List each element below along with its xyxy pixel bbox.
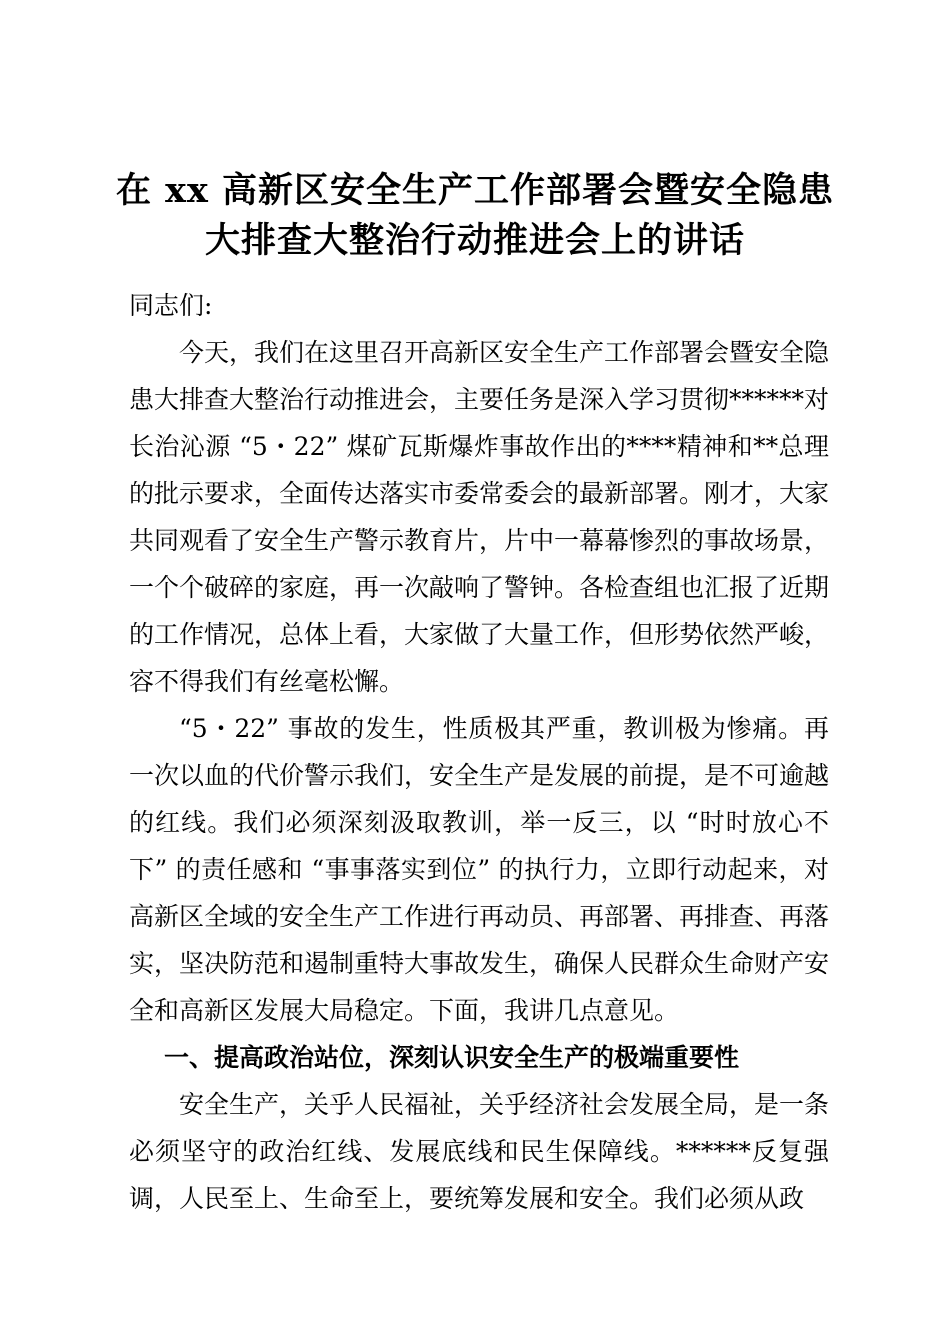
salutation: 同志们: <box>129 291 213 320</box>
title-line-1: 在 xx 高新区安全生产工作部署会暨安全隐患 <box>115 170 835 211</box>
paragraph-opening: 今天，我们在这里召开高新区安全生产工作部署会暨安全隐患大排查大整治行动推进会，主要任务是深入学习贯彻******对长治沁源 “5・22” 煤矿瓦斯爆炸事故作出的****精神和**总理的批示要求，全面传达落实市委常委会的最新部署。刚才，大家共同观看了安全生产警示教育片，片中一幕幕惨烈的事故场景，一个个破碎的家庭，再一次敲响了警钟。各检查组也汇报了近期的工作情况，总体上看，大家做了大量工作，但形势依然严峻，容不得我们有丝毫松懈。 <box>129 338 830 696</box>
document-title <box>110 166 840 266</box>
section-heading-1: 一、提高政治站位，深刻认识安全生产的极端重要性 <box>164 1043 740 1072</box>
document-body <box>129 282 829 1222</box>
paragraph-section-1: 安全生产，关乎人民福祉，关乎经济社会发展全局，是一条必须坚守的政治红线、发展底线和民生保障线。******反复强调，人民至上、生命至上，要统筹发展和安全。我们必须从政 <box>129 1090 830 1213</box>
paragraph-lesson: “5・22” 事故的发生，性质极其严重，教训极为惨痛。再一次以血的代价警示我们，安全生产是发展的前提，是不可逾越的红线。我们必须深刻汲取教训，举一反三，以 “时时放心不下” 的责任感和 “事事落实到位” 的执行力，立即行动起来，对高新区全域的安全生产工作进行再动员、再部署、再排查、再落实，坚决防范和遏制重特大事故发生，确保人民群众生命财产安全和高新区发展大局稳定。下面，我讲几点意见。 <box>129 714 830 1025</box>
title-line-2: 大排查大整治行动推进会上的讲话 <box>204 220 745 261</box>
